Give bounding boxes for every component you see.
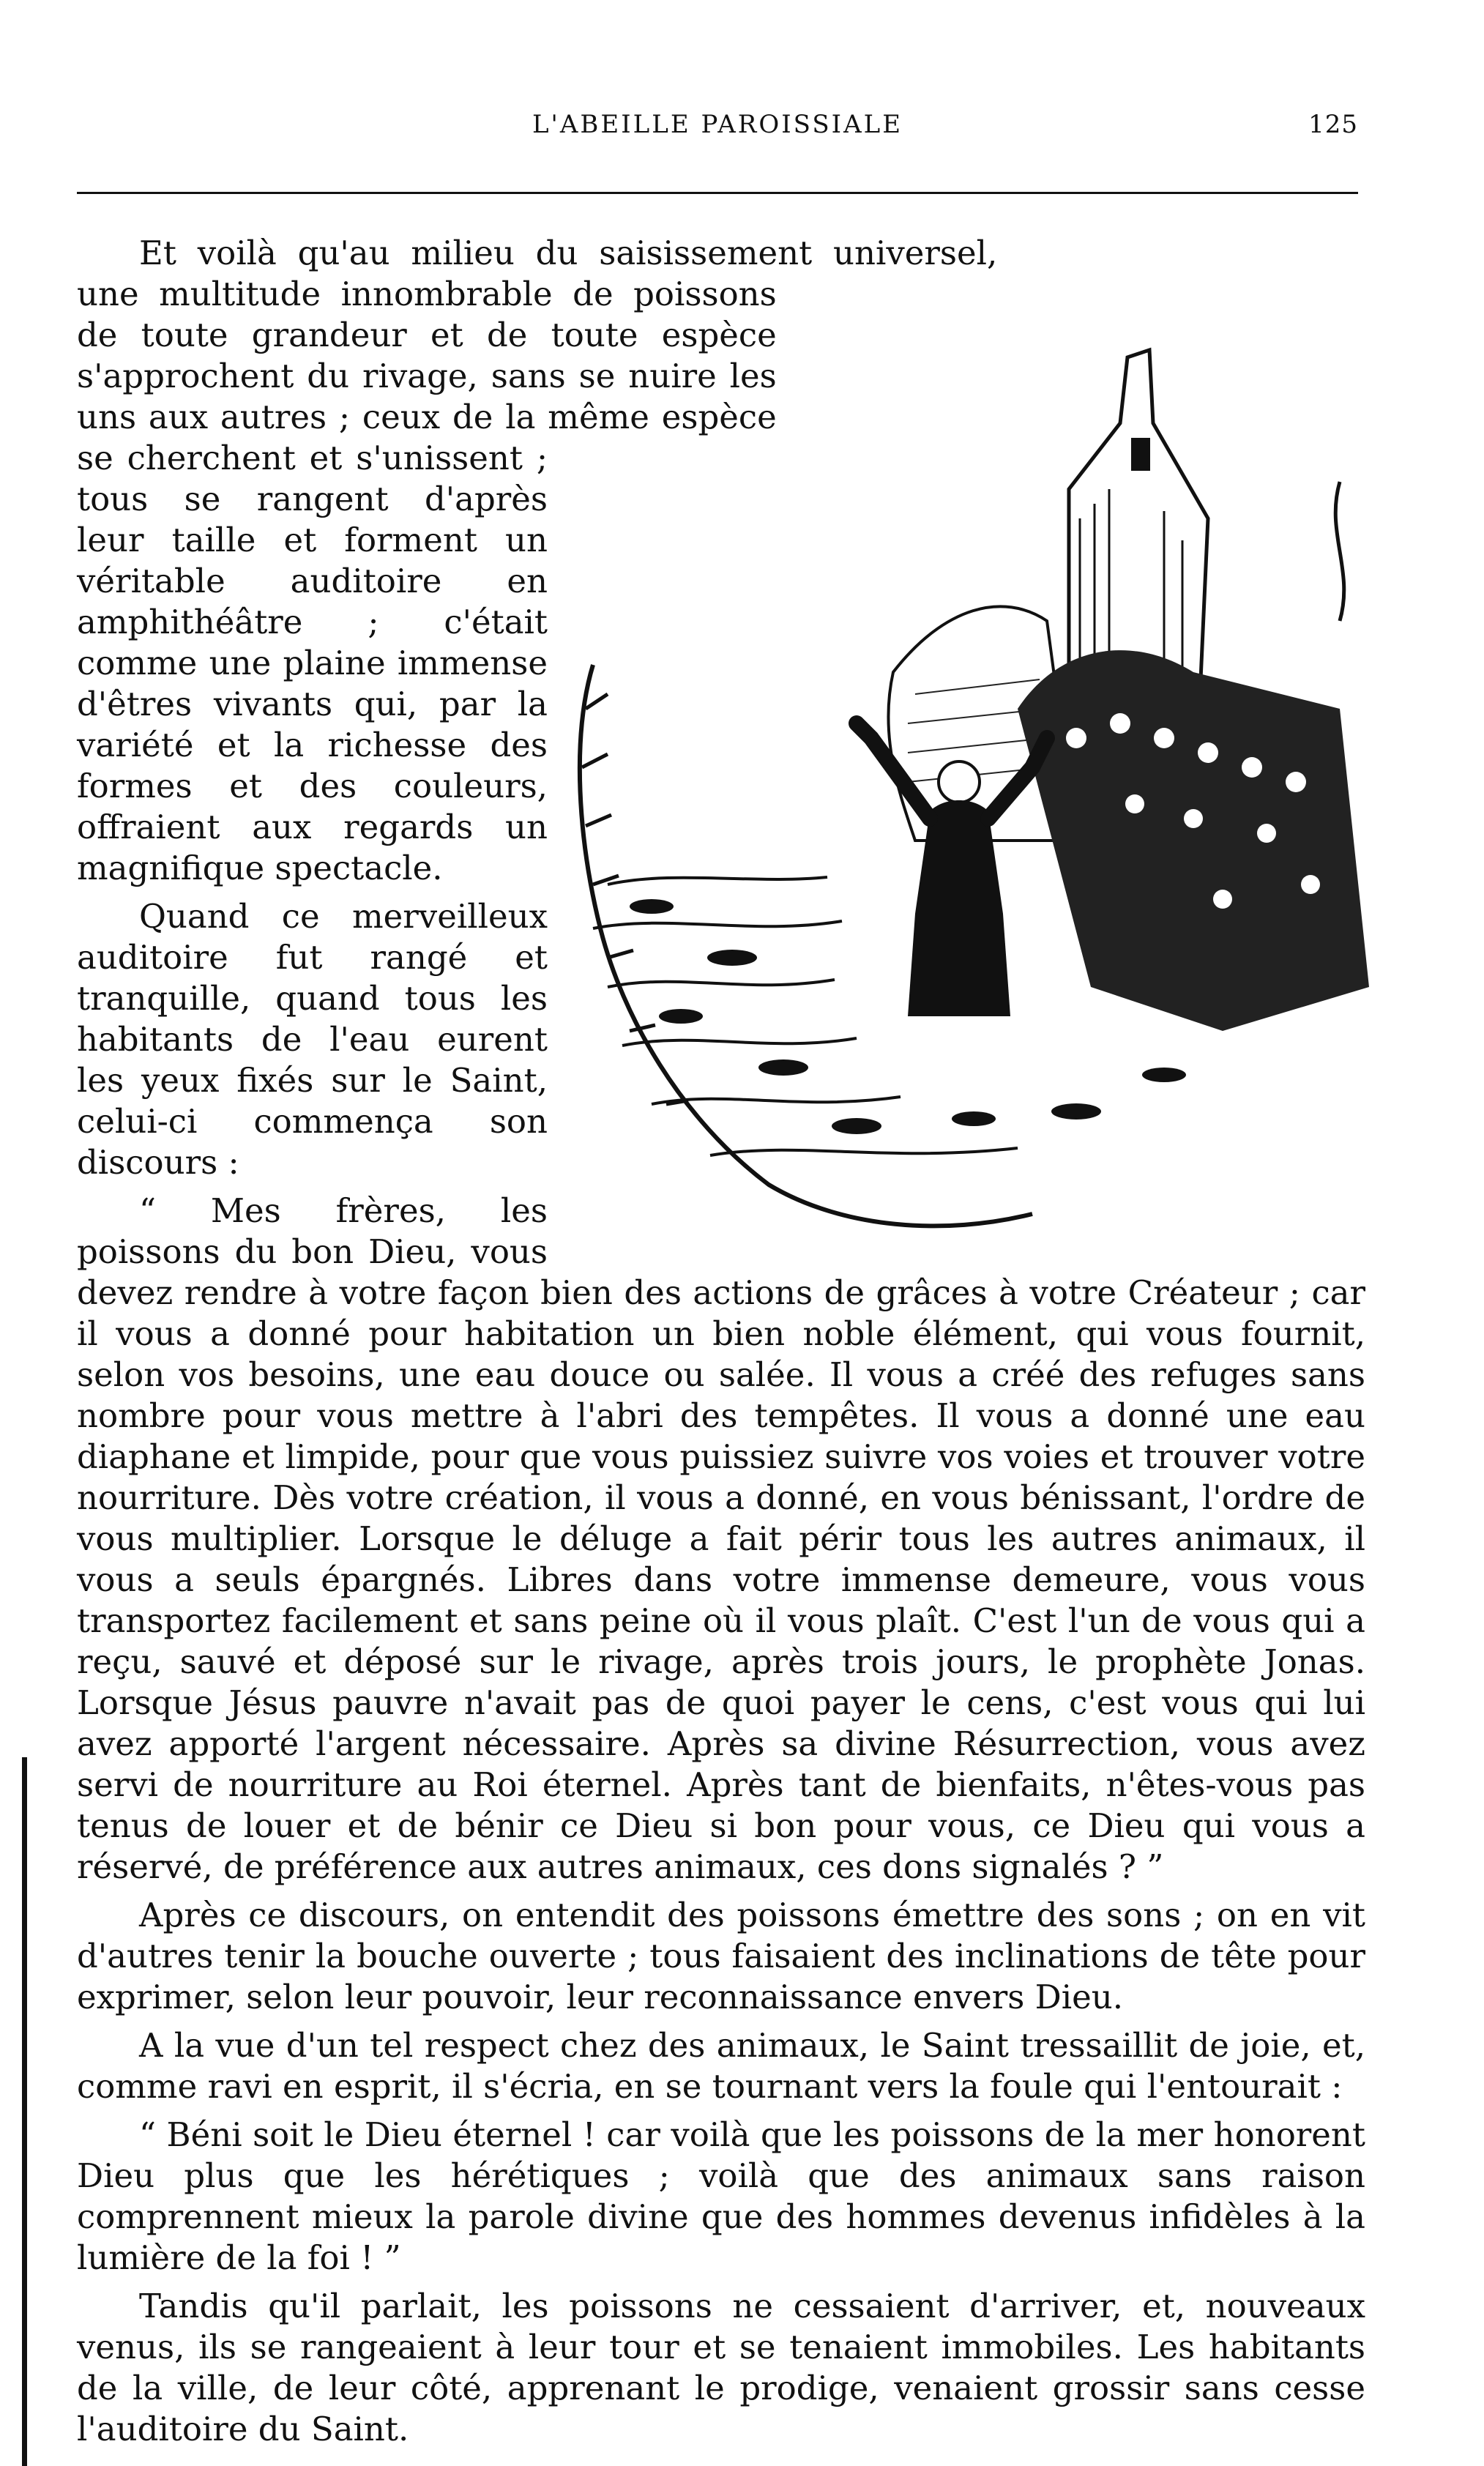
- paragraph-4: Après ce discours, on entendit des poissons émettre des sons ; on en vit d'autres tenir la bouche ouverte ; tous faisaient des inclinations de tête pour exprimer, selon leur pouvoir, leur reconnaissance envers Dieu.: [77, 1896, 1365, 2016]
- page-number: 125: [1308, 110, 1358, 139]
- illustration-saint-preaching-to-fish-icon: [564, 328, 1373, 1243]
- page-edge-shadow: [22, 1757, 27, 2466]
- body-text: [77, 233, 1365, 2457]
- paragraph-2: Quand ce merveilleux auditoire fut rangé et tranquille, quand tous les habitants de l'eau eurent les yeux fixés sur le Saint, celui-ci commença son discours :: [77, 897, 548, 1182]
- paragraph-6: “ Béni soit le Dieu éternel ! car voilà que les poissons de la mer honorent Dieu plus que les hérétiques ; voilà que des animaux sans raison comprennent mieux la parole divine que des hommes devenus infidèles à la lumière de la foi ! ”: [77, 2115, 1365, 2277]
- paragraph-3: “ Mes frères, les poissons du bon Dieu, vous devez rendre à votre façon bien des actions de grâces à votre Créateur ; car il vous a donné pour habitation un bien noble élément, qui vous fournit, selon vos besoins, une eau douce ou salée. Il vous a créé des refuges sans nombre pour vous mettre à l'abri des tempêtes. Il vous a donné une eau diaphane et limpide, pour que vous puissiez suivre vos voies et trouver votre nourriture. Dès votre création, il vous a donné, en vous bénissant, l'ordre de vous multiplier. Lorsque le déluge a fait périr tous les autres animaux, il vous a seuls épargnés. Libres dans votre immense demeure, vous vous transportez facilement et sans peine où il vous plaît. C'est l'un de vous qui a reçu, sauvé et déposé sur le rivage, après trois jours, le prophète Jonas. Lorsque Jésus pauvre n'avait pas de quoi payer le cens, c'est vous qui lui avez apporté l'argent nécessaire. Après sa divine Résurrection, vous avez servi de nourriture au Roi éternel. Après tant de bienfaits, n'êtes-vous pas tenus de louer et de bénir ce Dieu si bon pour vous, ce Dieu qui vous a réservé, de préférence aux autres animaux, ces dons signalés ? ”: [77, 1191, 1365, 1886]
- header-rule: [77, 192, 1358, 194]
- running-title: L'ABEILLE PAROISSIALE: [532, 110, 903, 139]
- paragraph-5: A la vue d'un tel respect chez des animaux, le Saint tressaillit de joie, et, comme ravi en esprit, il s'écria, en se tournant vers la foule qui l'entourait :: [77, 2026, 1365, 2106]
- engraving-drawing: [564, 328, 1373, 1243]
- running-header: [77, 110, 1358, 154]
- paragraph-1: Et voilà qu'au milieu du saisissement universel, une multitude innombrable de poissons de toute grandeur et de toute espèce s'approchent du rivage, sans se nuire les uns aux autres ; ceux de la même espèce se cherchent et s'unissent ; tous se rangent d'après leur taille et forment un véritable auditoire en amphithéâtre ; c'était comme une plaine immense d'êtres vivants qui, par la variété et la richesse des formes et des couleurs, offraient aux regards un magnifique spectacle.: [77, 234, 998, 887]
- paragraph-7: Tandis qu'il parlait, les poissons ne cessaient d'arriver, et, nouveaux venus, ils se rangeaient à leur tour et se tenaient immobiles. Les habitants de la ville, de leur côté, apprenant le prodige, venaient grossir sans cesse l'auditoire du Saint.: [77, 2287, 1365, 2448]
